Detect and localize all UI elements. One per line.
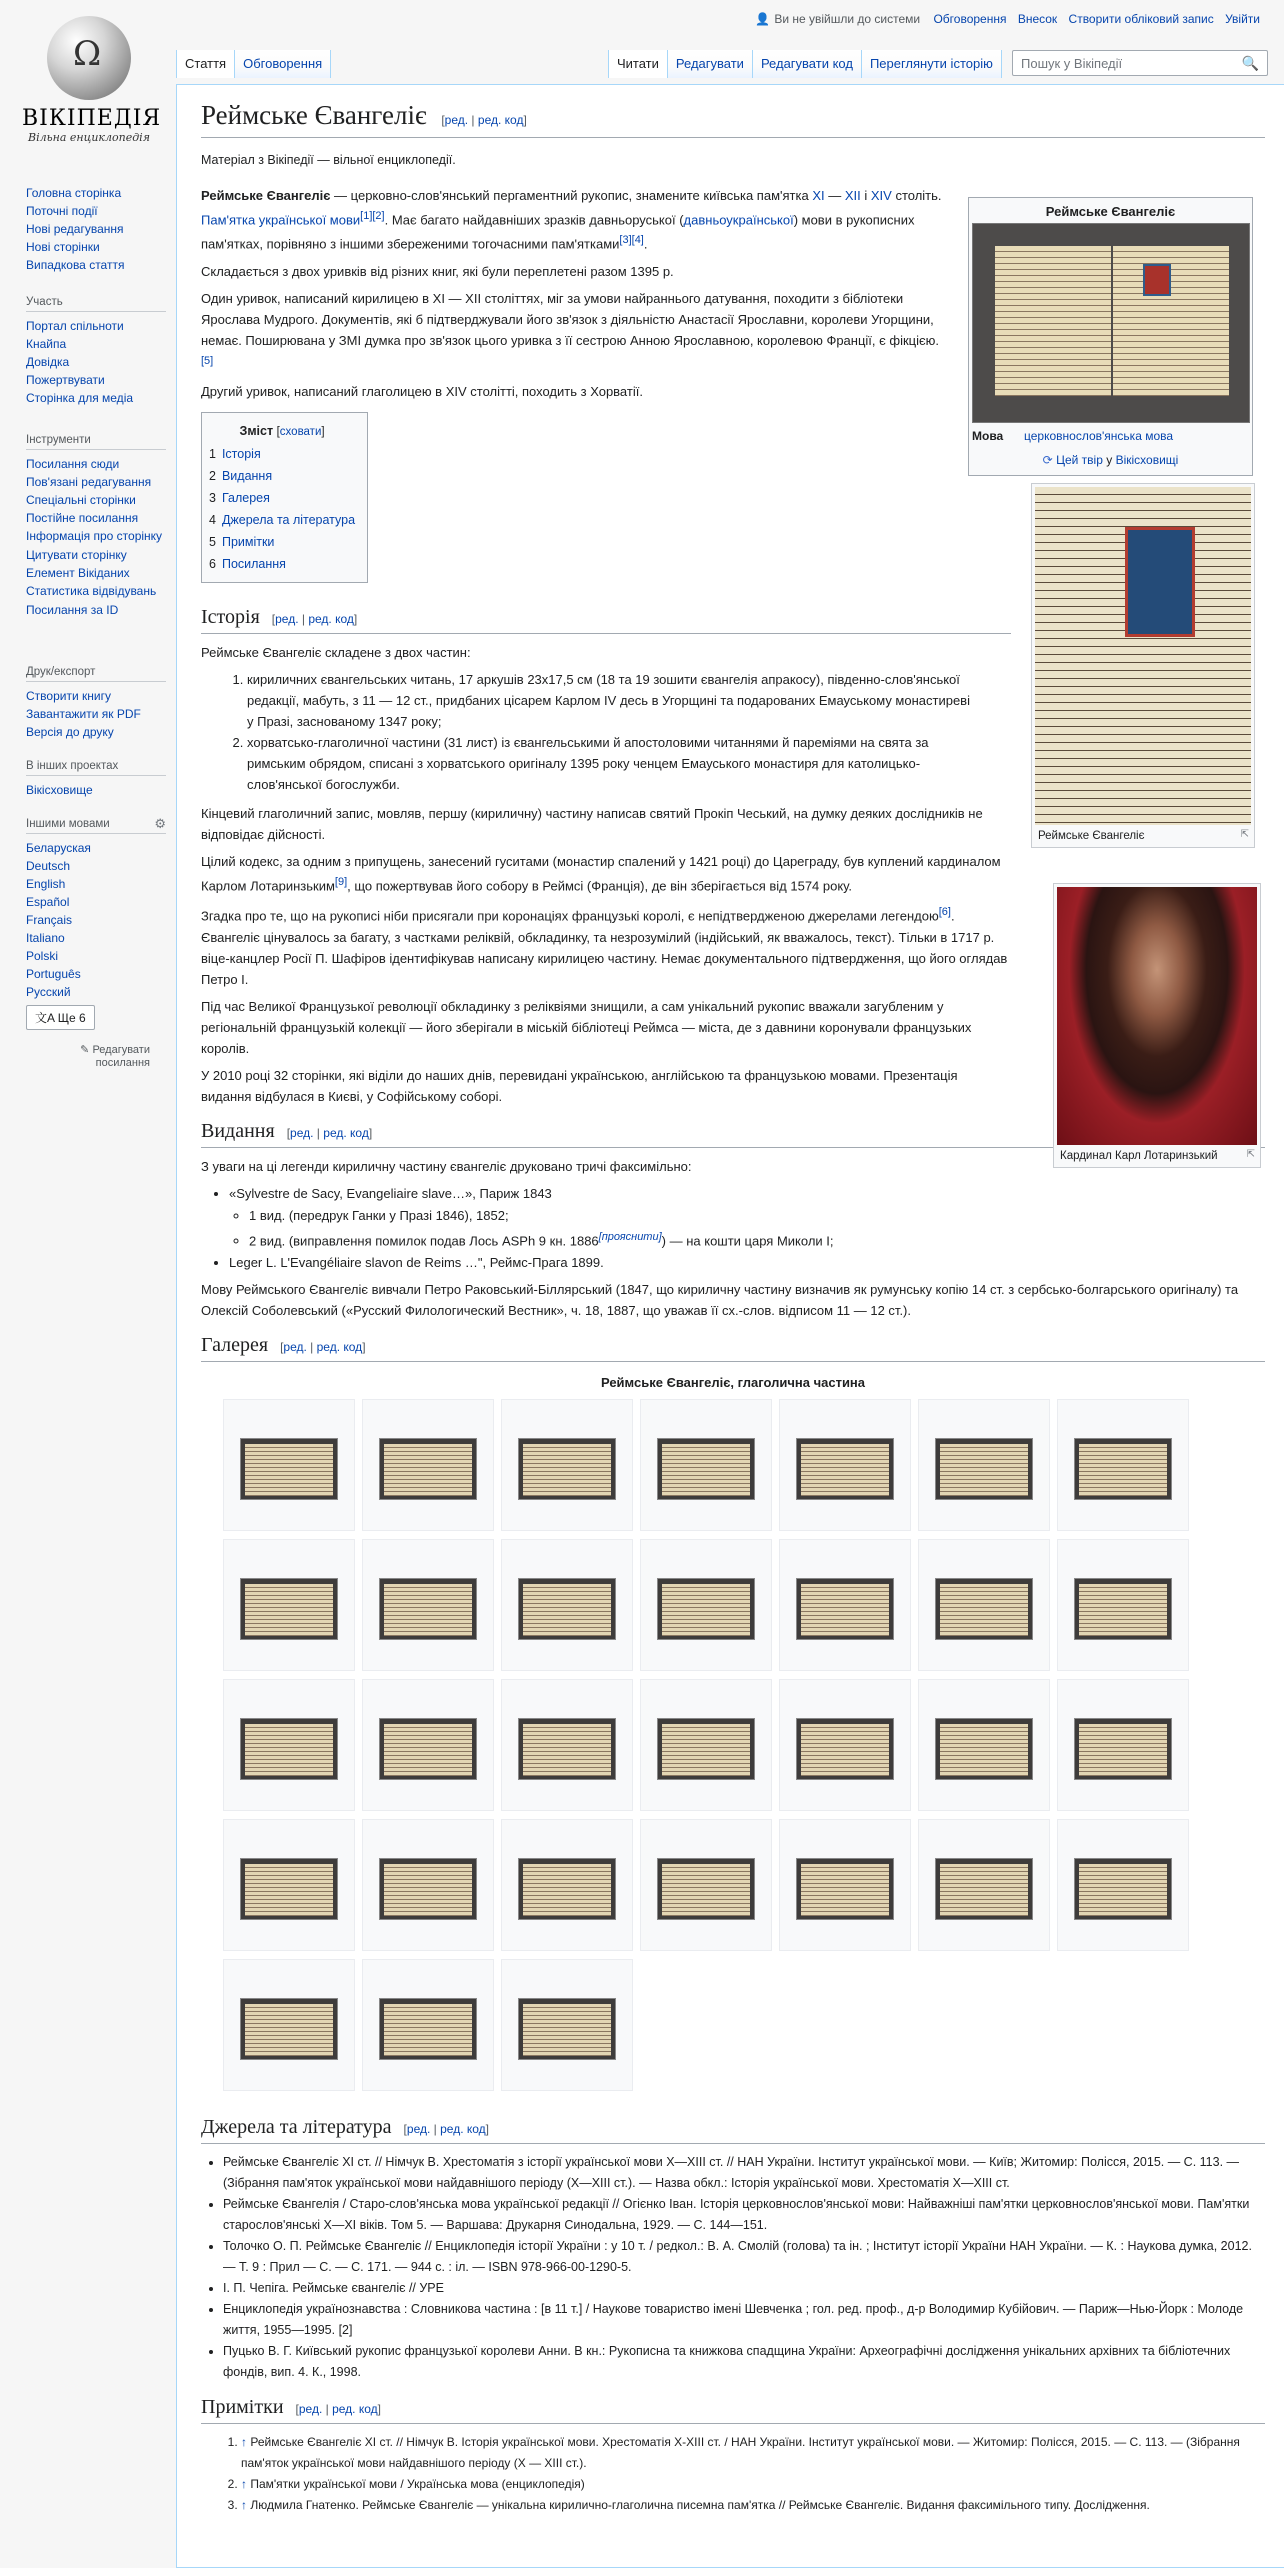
link-language-monument[interactable]: Пам'ятка української мови [201,212,361,228]
namespace-tabs [176,50,331,78]
sidebar-item-donate[interactable]: Пожертвувати [26,373,105,387]
toc-hide-toggle[interactable]: сховати [279,425,322,438]
section-notes-heading: Примітки [ред. | ред. код] [201,2397,1265,2424]
tools-heading: Інструменти [26,434,166,450]
gallery-thumbnail[interactable] [362,1959,494,2091]
manuscript-thumb-image [657,1858,755,1920]
participate-heading: Участь [26,296,166,312]
commons-icon: ⟳ [1042,453,1053,467]
clarify-tag[interactable]: [прояснити] [598,1230,662,1243]
tab-article[interactable]: Стаття [176,50,235,78]
footnote-6[interactable]: [6] [938,906,951,919]
footnote-1-2[interactable]: [1][2] [360,210,385,222]
user-icon: 👤 [755,12,771,26]
section-sources-heading: Джерела та література [ред. | ред. код] [201,2117,1265,2144]
other-projects-heading: В інших проектах [26,760,166,776]
manuscript-thumb-image [657,1438,755,1500]
wikipedia-logo[interactable] [22,10,162,160]
manuscript-thumb-image [518,1578,616,1640]
sidebar-item-current-events[interactable]: Поточні події [26,204,98,218]
enlarge-icon[interactable]: ⇱ [1246,1149,1255,1160]
gallery-thumbnail[interactable] [1057,1679,1189,1811]
gallery-thumbnail[interactable] [223,1679,355,1811]
toc-item[interactable]: 5 Примітки [209,534,275,549]
toc-title: Зміст [сховати] [239,423,325,438]
footnote-9[interactable]: [9] [334,875,348,888]
personal-tools [745,12,1260,26]
translate-icon: 文A [35,1011,55,1025]
sidebar-item-media[interactable]: Сторінка для медіа [26,391,134,405]
history-p5: У 2010 році 32 сторінки, які віділи до наших днів, перевидані українською, англійською та французькою мовами. Презентація видання відбулася в Києві, у Софійському соборі. [201,1067,958,1104]
sidebar-item-wikidata[interactable]: Елемент Вікіданих [26,566,130,580]
link-xi[interactable]: XI [812,188,825,203]
lead-section [201,185,953,402]
table-of-contents [201,412,368,583]
lang-en[interactable]: English [26,877,66,891]
gallery-thumbnail[interactable] [501,1679,633,1811]
section-history [201,642,1011,1107]
thumb-page [1031,483,1255,848]
sidebar-item-village-pump[interactable]: Кнайпа [26,337,67,351]
view-tabs [608,50,1002,78]
tab-edit-source[interactable]: Редагувати код [753,50,862,78]
backlink-arrow-icon[interactable]: ↑ [241,2497,247,2512]
list-item: 1. ↑ Реймське Євангеліє XI ст. // Німчук В. Історія української мови. Хрестоматія X-XIII ст. / НАН України. Інститут української мови. — Житомир: Полісся, 2015. — С. 113. — (Зібрання пам'яток української мови найдавнішого періоду (X — XIII ст.). [241,2432,1265,2474]
sidebar-item-page-views[interactable]: Статистика відвідувань [26,584,157,598]
section-editions-heading: Видання [ред. | ред. код] [201,1121,1265,1148]
history-p1: Кінцевий глаголичний запис, мовляв, першу (кириличну) частину написав святий Прокіп Чеський, на думку деяких дослідників не відповідає дійсності. [201,805,983,842]
commons-work-link[interactable]: Цей твір [1056,453,1103,467]
edit-code-link[interactable]: ред. код [323,1125,369,1140]
edit-code-link[interactable]: ред. код [477,113,524,127]
sidebar-item-help[interactable]: Довідка [26,355,70,369]
gallery-thumbnail[interactable] [223,1539,355,1671]
create-account-link[interactable]: Створити обліковий запис [1068,12,1214,26]
enlarge-icon[interactable]: ⇱ [1240,829,1249,840]
list-item: 1. кириличних євангельських читань, 17 аркушів 23х17,5 см (18 та 19 зошити євангелія апракосу), південно-слов'янської редакції, мабуть, з 11 — 12 ст., придбаних цісарем Карлом IV десь в Угорщині та подарованих Емауському монастиреві у Празі, заснованому 1347 року; [247,669,971,732]
other-projects-portlet [26,760,176,799]
list-item: • Толочко О. П. Реймське Євангеліє // Енциклопедія історії України : у 10 т. / редкол.: В. А. Смолій (голова) та ін. ; Інститут історії України НАН України. — К. : Наукова думка, 2012. — Т. 9 : Прил — С. — С. 171. — 944 с. : іл. — ISBN 978-966-00-1290-5. [223,2236,1265,2278]
sidebar-item-recent-changes[interactable]: Нові редагування [26,222,124,236]
edit-code-link[interactable]: ред. код [332,2401,378,2416]
gallery-thumbnail[interactable] [501,1819,633,1951]
edit-link[interactable]: ред. [290,1125,314,1140]
tab-edit[interactable]: Редагувати [668,50,753,78]
edit-code-link[interactable]: ред. код [316,1339,363,1354]
manuscript-thumb-image [796,1578,894,1640]
lang-pl[interactable]: Polski [26,949,59,963]
gallery-thumbnail[interactable] [779,1819,911,1951]
manuscript-thumb-image [240,1718,338,1780]
manuscript-thumb-image [240,1998,338,2060]
sidebar-item-printable[interactable]: Версія до друку [26,725,114,739]
edit-code-link[interactable]: ред. код [308,611,354,626]
search-input[interactable]: Пошук у Вікіпедії 🔍 [1012,50,1268,76]
infobox-language-row: Мова церковнослов'янська мова [972,429,1174,443]
toc-item[interactable]: 6 Посилання [209,556,286,571]
toc-item[interactable]: 1 Історія [209,446,261,461]
nav-portlet [26,184,176,274]
infobox [968,197,1253,476]
sidebar-item-new-pages[interactable]: Нові сторінки [26,240,100,254]
illuminated-page-image[interactable] [1035,487,1251,825]
gallery-thumbnail[interactable] [1057,1399,1189,1531]
manuscript-thumb-image [796,1858,894,1920]
link-old-ukrainian[interactable]: давньоукраїнської [683,212,794,228]
infobox-language-value[interactable]: церковнослов'янська мова [1024,429,1174,443]
gallery-thumbnail[interactable] [223,1959,355,2091]
editions-paragraph: Мову Реймського Євангеліє вивчали Петро Раковський-Біллярський (1847, що кириличну частину визначив як румунську копію 14 ст. з сербсько-болгарського оригіналу) та Олексій Соболевський («Русский Филологический Вестник», ч. 18, 1887, що уважав її сх.-слов. відписом 11 — 12 ст.). [201,1281,1239,1318]
my-talk-link[interactable]: Обговорення [933,12,1007,26]
manuscript-thumb-image [1074,1718,1172,1780]
list-item: • Leger L. L'Evangéliaire slavon de Reims …", Реймс-Прага 1899. [229,1252,1265,1273]
logo-tagline: Вільна енциклопедія [28,131,150,144]
sidebar-item-permanent-link[interactable]: Постійне посилання [26,511,139,525]
gallery-thumbnail[interactable] [362,1539,494,1671]
gear-icon[interactable]: ⚙ [154,816,166,831]
sidebar [0,0,176,2568]
tab-read[interactable]: Читати [608,50,668,78]
edit-link[interactable]: ред. [298,2401,323,2416]
sidebar-item-main-page[interactable]: Головна сторінка [26,186,122,200]
lead-p3: Один уривок, написаний кирилицею в XI — XII століттях, міг за умови найраннього датування, походити з бібліотеки Ярослава Мудрого. Документів, які б підтверджували його зв'язок з діяльністю Анастасії Ярославни, королеви Угорщини, немає. Поширювана у ЗМІ думка про зв'язок цього уривка з її сестрою Анною Ярославною, королевою Франції, є фікцією. [5] [201,290,939,367]
manuscript-thumb-image [935,1718,1033,1780]
list-item: ◦ 1 вид. (передрук Ганки у Празі 1846), 1852; [249,1205,1265,1226]
history-list [201,669,971,795]
gallery-thumbnail[interactable] [640,1399,772,1531]
list-item: • «Sylvestre de Sacy, Evangeliaire slave…», Париж 1843 ◦ 1 вид. (передрук Ганки у Празі 1846), 1852; ◦ 2 вид. (виправлення помилок подав Лось ASPh 9 кн. 1886[прояснити]) — на кошти царя Миколи I; [229,1183,1265,1251]
sidebar-item-random[interactable]: Випадкова стаття [26,258,125,272]
gallery-thumbnail[interactable] [223,1399,355,1531]
contributions-link[interactable]: Внесок [1017,12,1058,26]
toc-item[interactable]: 2 Видання [209,468,273,483]
list-item: • І. П. Чепіга. Реймське євангеліє // УРЕ [223,2278,1265,2299]
list-item: ◦ 2 вид. (виправлення помилок подав Лось ASPh 9 кн. 1886[прояснити]) — на кошти царя Миколи I; [249,1227,1265,1251]
lead-p2: Складається з двох уривків від різних книг, які були переплетені разом 1395 р. [201,263,674,279]
gallery-thumbnail[interactable] [640,1539,772,1671]
gallery-thumbnail[interactable] [223,1819,355,1951]
more-languages-button[interactable]: 文A Ще 6 [26,1005,95,1030]
gallery-thumbnail[interactable] [779,1539,911,1671]
gallery-title: Реймське Євангеліє, глаголична частина [600,1374,866,1390]
list-item: 2. ↑ Пам'ятки української мови / Українська мова (енциклопедія) [241,2474,1265,2495]
history-intro: Реймське Євангеліє складене з двох частин: [201,644,471,660]
history-p4: Під час Великої Французької революції обкладинку з реліквіями знищили, а сам унікальний рукопис вважали загубленим у регіональній французькій колекції — його зберігали в міській бібліотеці Реймса — міста, де з давнини коронували французьких королів. [201,998,972,1056]
manuscript-thumb-image [796,1718,894,1780]
sources-list [201,2152,1265,2383]
section-history-heading: Історія [ред. | ред. код] [201,607,1011,634]
list-item: 2. хорватсько-глаголичної частини (31 лист) із євангельськими й апостоловими читаннями й пареміями на свята за римським обрядом, списані з хорватського оригіналу 1395 року ченцем Емауського монастиря для католицько-слов'янської богослужби. [247,732,971,795]
cardinal-portrait-image[interactable] [1057,887,1257,1145]
list-item: 3. ↑ Людмила Гнатенко. Реймське Євангеліє — унікальна кирилично-глаголична писемна пам'ятка // Реймське Євангеліє. Видання факсимільного типу. Дослідження. [241,2495,1265,2516]
gallery-thumbnail[interactable] [501,1399,633,1531]
manuscript-thumb-image [935,1858,1033,1920]
manuscript-thumb-image [518,1998,616,2060]
edit-link[interactable]: ред. [275,611,299,626]
manuscript-thumb-image [796,1438,894,1500]
link-xii[interactable]: XII [844,188,861,203]
lead-p4: Другий уривок, написаний глаголицею в XIV столітті, походить з Хорватії. [201,383,643,399]
list-item: • Реймське Євангеліє XI ст. // Німчук В. Хрестоматія з історії української мови X—XIII ст. // НАН України. Інститут української мови. — Київ; Житомир: Полісся, 2015. — С. 113. — (Зібрання пам'яток української мови найдавнішого періоду (X—XIII ст.). — Назва обкл.: Історія української мови. Хрестоматія X—XIII ст. [223,2152,1265,2194]
lang-it[interactable]: Italiano [26,931,65,945]
gallery-thumbnail[interactable] [362,1819,494,1951]
sidebar-item-cite[interactable]: Цитувати сторінку [26,548,127,562]
content-area [176,84,1284,2568]
manuscript-thumb-image [657,1718,755,1780]
print-portlet [26,666,176,741]
sidebar-item-commons[interactable]: Вікісховище [26,783,93,797]
gallery-thumbnail[interactable] [918,1679,1050,1811]
manuscript-thumb-image [379,1998,477,2060]
manuscript-thumb-image [518,1718,616,1780]
lang-pt[interactable]: Português [26,967,81,981]
tab-history[interactable]: Переглянути історію [862,50,1002,78]
search-icon[interactable]: 🔍 [1241,55,1259,71]
gallery-thumbnail[interactable] [918,1399,1050,1531]
gallery-thumbnail[interactable] [501,1959,633,2091]
manuscript-image[interactable] [972,223,1250,423]
sidebar-item-download-pdf[interactable]: Завантажити як PDF [26,707,141,721]
thumb-caption: Кардинал Карл Лотаринзький [1060,1150,1218,1162]
gallery-thumbnail[interactable] [1057,1819,1189,1951]
manuscript-thumb-image [379,1718,477,1780]
tab-talk[interactable]: Обговорення [235,50,331,78]
lang-de[interactable]: Deutsch [26,859,71,873]
lang-es[interactable]: Español [26,895,70,909]
manuscript-thumb-image [518,1858,616,1920]
footnote-3-4[interactable]: [3][4] [619,234,644,247]
manuscript-thumb-image [935,1578,1033,1640]
puzzle-globe-icon [47,16,131,100]
section-gallery-heading: Галерея [ред. | ред. код] [201,1335,1265,1362]
print-heading: Друк/експорт [26,666,166,682]
gallery-thumbnail[interactable] [640,1819,772,1951]
link-xiv[interactable]: XIV [870,188,892,203]
backlink-arrow-icon[interactable]: ↑ [241,2476,247,2491]
languages-heading: Іншими мовами ⚙ [26,818,166,834]
sidebar-item-special-pages[interactable]: Спеціальні сторінки [26,493,136,507]
gallery-thumbnail[interactable] [1057,1539,1189,1671]
gallery-thumbnail[interactable] [362,1679,494,1811]
pencil-icon: ✎ [80,1044,90,1056]
gallery-thumbnail[interactable] [501,1539,633,1671]
manuscript-thumb-image [379,1578,477,1640]
site-subtitle: Матеріал з Вікіпедії — вільної енциклопедії. [201,153,456,167]
manuscript-thumb-image [379,1438,477,1500]
login-link[interactable]: Увійти [1225,12,1260,26]
gallery-thumbnail[interactable] [640,1679,772,1811]
edit-interlanguage-links[interactable]: ✎ Редагувати посилання [80,1044,150,1069]
gallery [223,1399,1213,2099]
notes-list [201,2432,1265,2516]
gallery-thumbnail[interactable] [779,1679,911,1811]
infobox-commons: ⟳ Цей твір у Вікісховищі [1042,453,1179,467]
logo-wordmark: ВІКІПЕДІЯ [22,106,162,131]
manuscript-thumb-image [240,1578,338,1640]
thumb-caption: Реймське Євангеліє [1038,830,1145,842]
thumb-portrait [1053,883,1261,1168]
commons-link[interactable]: Вікісховищі [1115,453,1179,467]
editions-intro: З уваги на ці легенди кириличну частину євангеліє друковано тричі факсимільно: [201,1158,692,1174]
gallery-thumbnail[interactable] [779,1399,911,1531]
list-item: • Реймське Євангелія / Старо-слов'янська мова української редакції // Огієнко Іван. Історія церковнослов'янської мови: Найважніші пам'ятки церковнослов'янської мови. Пам'ятки старослов'янські X—XI віків. Том 5. — Варшава: Друкарня Синодальна, 1929. — С. 144—151. [223,2194,1265,2236]
manuscript-thumb-image [518,1438,616,1500]
title-edit-links: [ред. | ред. код] [441,113,527,127]
toc-item[interactable]: 4 Джерела та література [209,512,356,527]
participate-portlet [26,296,176,407]
manuscript-thumb-image [379,1858,477,1920]
gallery-thumbnail[interactable] [362,1399,494,1531]
manuscript-thumb-image [1074,1858,1172,1920]
not-logged-in: Ви не увійшли до системи [774,12,921,26]
manuscript-thumb-image [240,1438,338,1500]
history-p3: Згадка про те, що на рукописі ніби присягали при коронаціях французькі королі, є непідтвердженою джерелами легендою[6]. Євангеліє цінувалось за багату, з частками реліквій, обкладинку, та незрозумілий (індійський, як вважалось, текст). Тільки в 1717 р. віце-канцлер Росії П. Шафіров ідентифікував написану кирилицею частину. Немає документального підтвердження, що його оглядав Петро I. [201,906,1008,987]
history-p2: Цілий кодекс, за одним з припущень, занесений гуситами (монастир спалений у 1421 році) до Цареграду, був куплений кардиналом Карлом Лотаринзьким[9], що пожертвував його собору в Реймсі (Франція), де він зберігається від 1574 року. [201,853,1001,894]
footnote-5[interactable]: [5] [201,354,214,367]
manuscript-thumb-image [1074,1438,1172,1500]
gallery-thumbnail[interactable] [918,1819,1050,1951]
manuscript-thumb-image [240,1858,338,1920]
lang-fr[interactable]: Français [26,913,73,927]
gallery-thumbnail[interactable] [918,1539,1050,1671]
sidebar-item-id-links[interactable]: Посилання за ID [26,603,119,617]
tools-portlet [26,434,176,619]
edit-link[interactable]: ред. [406,2121,431,2136]
editions-list [201,1183,1265,1273]
lead-paragraph: Реймське Євангеліє — церковно-слов'янський пергаментний рукопис, знамените київська пам'ятка XI — XII і XIV століть. Пам'ятка української мови[1][2]. Має багато найдавніших зразків давньоруської (давньоукраїнської) мови в рукописних пам'ятках, порівняно з іншими збереженими тогочасними пам'ятками[3][4]. [201,188,942,252]
languages-portlet [26,818,176,1070]
edit-link[interactable]: ред. [444,113,469,127]
section-editions [201,1156,1265,1321]
manuscript-thumb-image [1074,1578,1172,1640]
manuscript-thumb-image [935,1438,1033,1500]
edit-link[interactable]: ред. [283,1339,307,1354]
sidebar-item-community-portal[interactable]: Портал спільноти [26,319,124,333]
lang-ru[interactable]: Русский [26,985,71,999]
sidebar-item-related-changes[interactable]: Пов'язані редагування [26,475,152,489]
infobox-title: Реймське Євангеліє [1045,204,1176,219]
sidebar-item-create-book[interactable]: Створити книгу [26,689,111,703]
manuscript-thumb-image [657,1578,755,1640]
list-item: • Пуцько В. Г. Київський рукопис французької королеви Анни. В кн.: Рукописна та книжкова спадщина України: Археографічні дослідження унікальних архівних та бібліотечних фондів, вип. 4. К., 1998. [223,2341,1265,2383]
edit-code-link[interactable]: ред. код [440,2121,486,2136]
sidebar-item-page-info[interactable]: Інформація про сторінку [26,529,163,543]
lang-be[interactable]: Беларуская [26,841,91,855]
sidebar-item-what-links-here[interactable]: Посилання сюди [26,457,120,471]
list-item: • Енциклопедія українознавства : Словникова частина : [в 11 т.] / Наукове товариство імені Шевченка ; гол. ред. проф., д-р Володимир Кубійович. — Париж—Нью-Йорк : Молоде життя, 1955—1995. [2] [223,2299,1265,2341]
page-title: Реймське Євангеліє [ред. | ред. код] [201,105,1265,138]
toc-item[interactable]: 3 Галерея [209,490,270,505]
backlink-arrow-icon[interactable]: ↑ [241,2434,247,2449]
